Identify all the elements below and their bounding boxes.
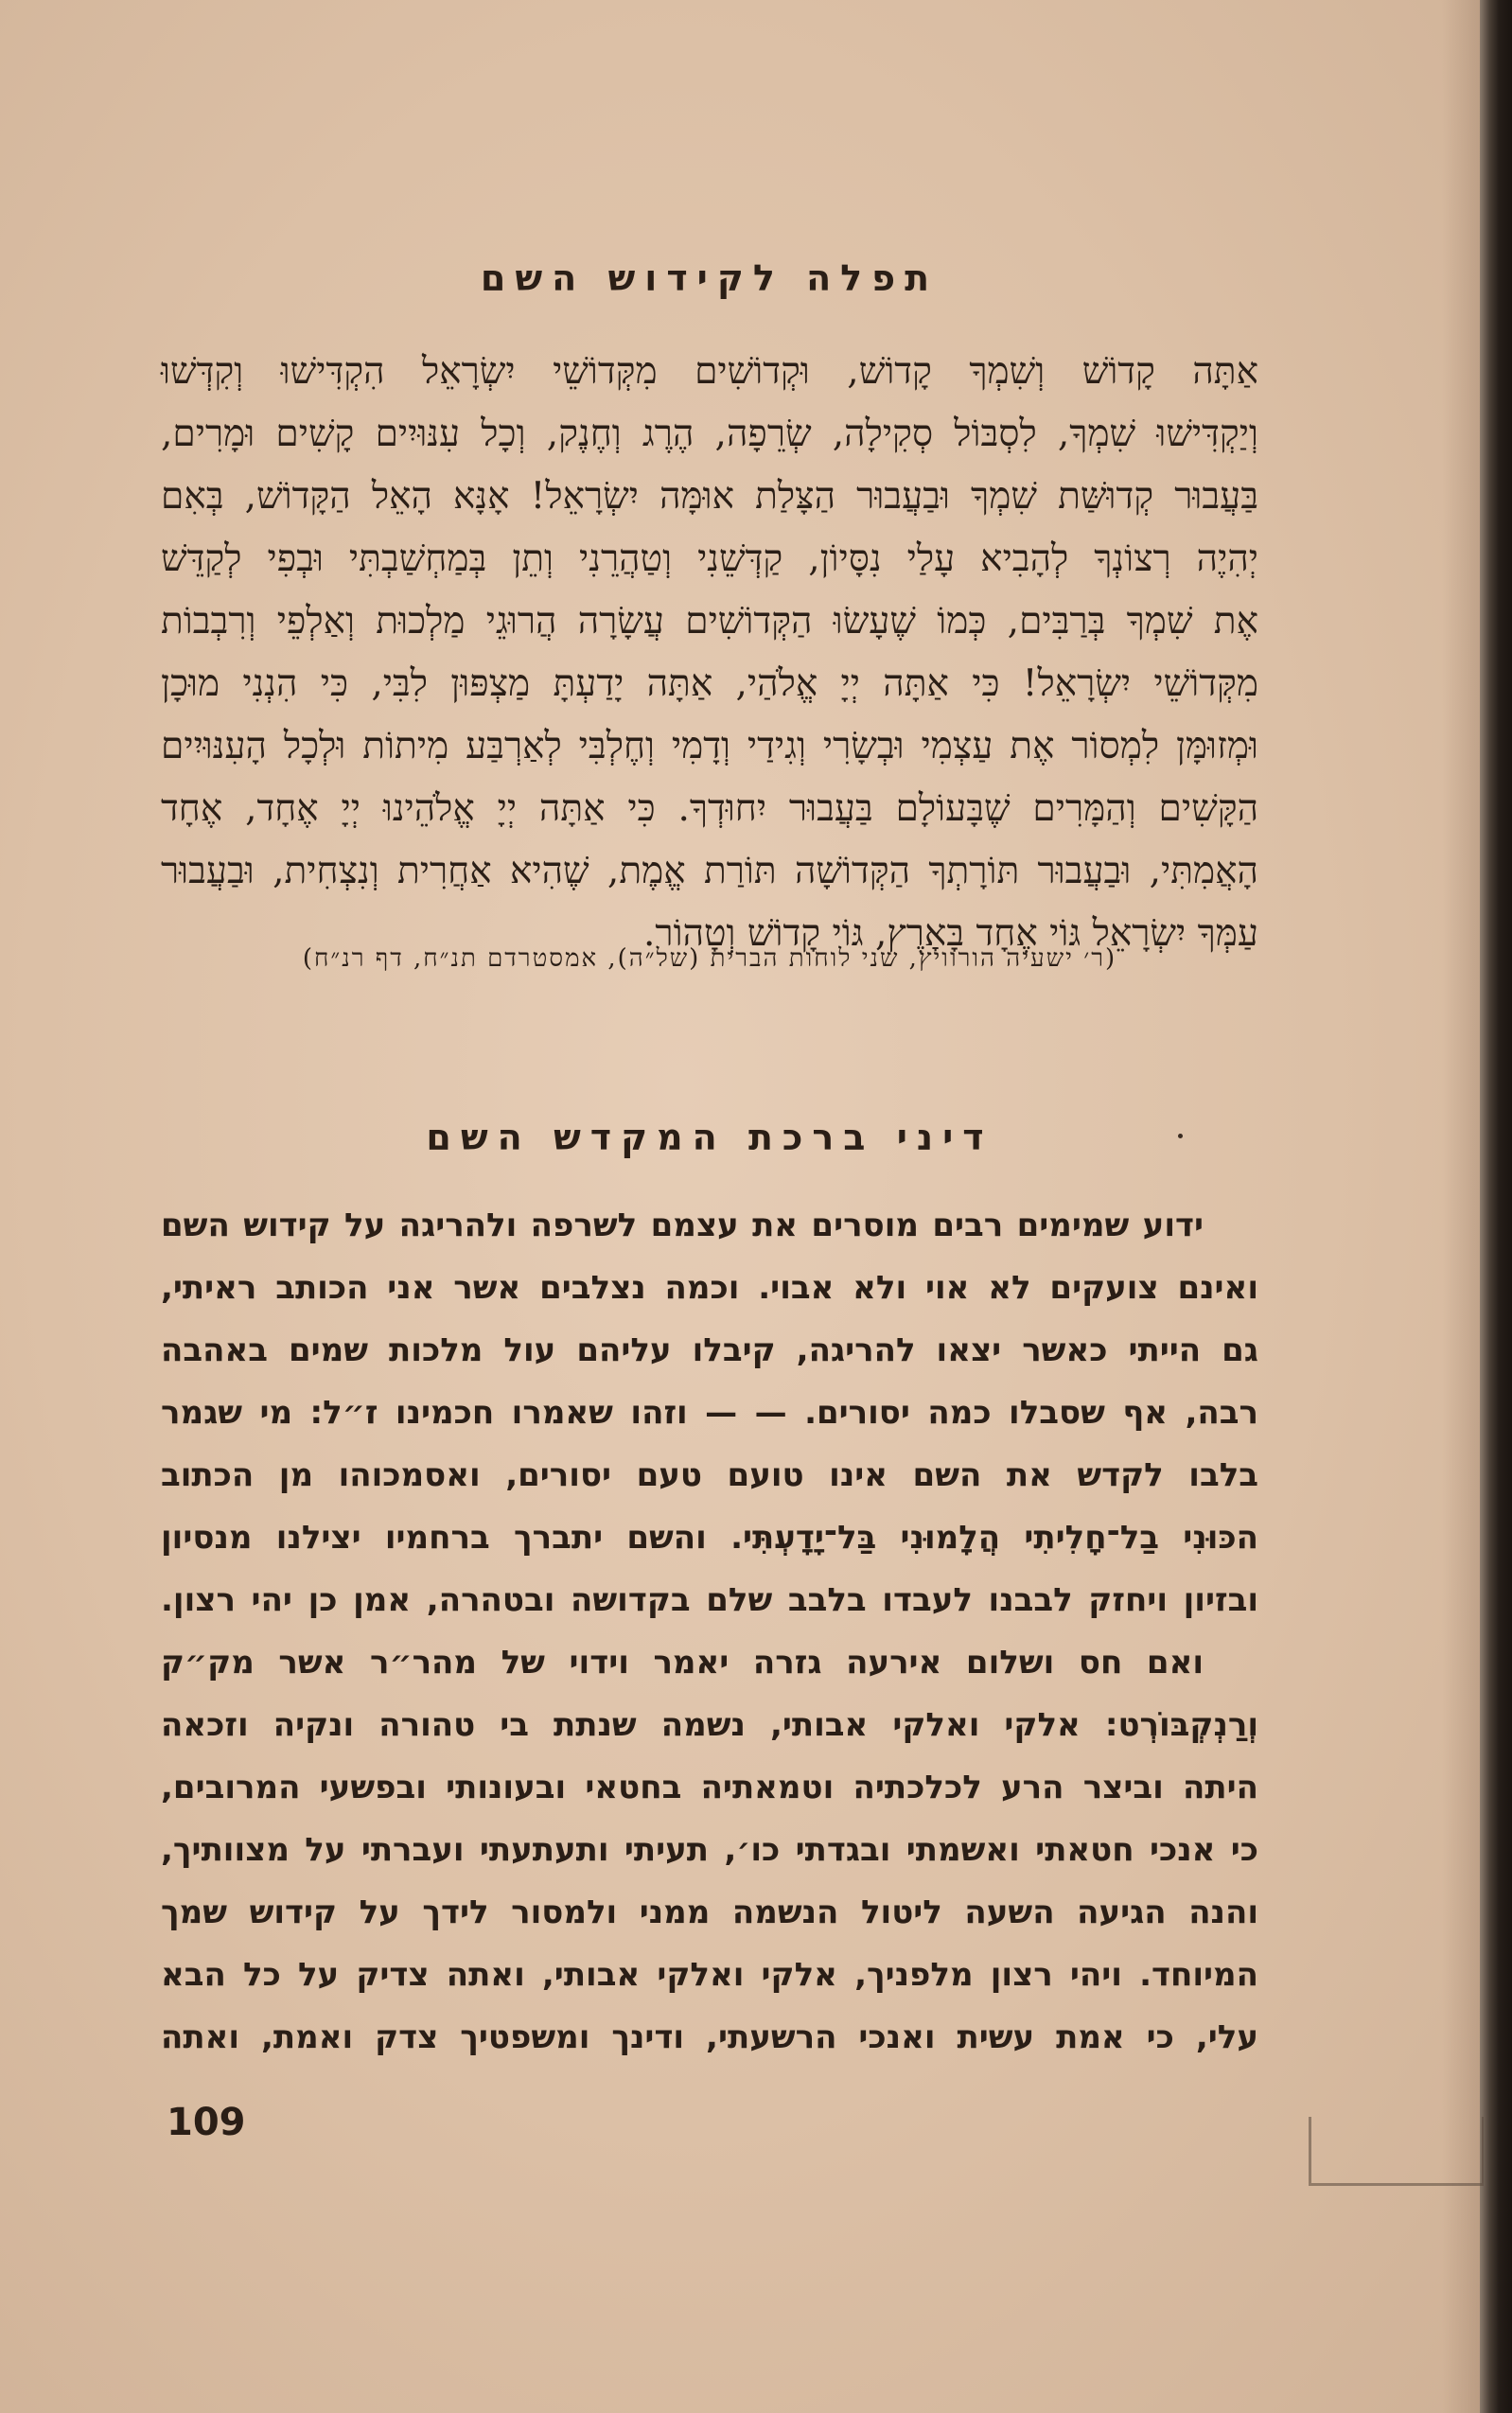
prayer-citation: (ר׳ ישעיה הורוויץ, שני לוחות הברית (של״ה), אמסטרדם תנ״ח, דף רנ״ח) — [302, 944, 1117, 973]
prayer-line: אַתָּה קָדוֹשׁ וְשִׁמְךָ קָדוֹשׁ, וּקְדוֹשִׁים מִקְּדוֹשֵׁי יִשְׂרָאֵל הִקְדִּישׁוּ וְקִדְּשׁוּ — [161, 350, 1258, 393]
laws-line: ידוע שמימים רבים מוסרים את עצמם לשרפה ולהריגה על קידוש השם — [161, 1206, 1204, 1244]
prayer-line: וּמְזוּמָּן לִמְסוֹר אֶת עַצְמִי וּבְשָׂרִי וְגִידַי וְדָמִי וְחֶלְבִּי לְאַרְבַּע מִיתוֹת וּלְכָל הָעִנּוּיִים — [161, 725, 1258, 767]
laws-text — [161, 1194, 1258, 2069]
laws-line: בלבו לקדש את השם אינו טועם טעם יסורים, ואסמכוהו מן הכתוב — [161, 1456, 1258, 1494]
laws-line: עלי, כי אמת עשית ואנכי הרשעתי, ודינך ומשפטיך צדק ואמת, ואתה — [161, 2018, 1258, 2056]
laws-line: רבה, אף שסבלו כמה יסורים. — — וזהו שאמרו חכמינו ז״ל: מי שגמר — [161, 1394, 1258, 1432]
laws-line: ואינם צועקים לא אוי ולא אבוי. וכמה נצלבים אשר אני הכותב ראיתי, — [161, 1269, 1258, 1307]
laws-line: וְרַנְקְבּוֹרְט: אלקי ואלקי אבותי, נשמה שנתת בי טהורה ונקיה וזכאה — [161, 1706, 1258, 1744]
laws-line: הכּוּנִי בַל־חָלִיתִי הֲלָמוּנִי בַּל־יָדָעְתִּי. והשם יתברך ברחמיו יצילנו מנסיון — [161, 1519, 1258, 1557]
laws-line: ובזיון ויחזק לבבנו לעבדו בלבב שלם בקדושה ובטהרה, אמן כן יהי רצון. — [161, 1581, 1258, 1619]
page-number: 109 — [167, 2101, 246, 2144]
book-binding — [1480, 0, 1512, 2413]
prayer-line: בַּעֲבוּר קְדוּשַּׁת שִׁמְךָ וּבַעֲבוּר הַצָּלַת אוּמָּה יִשְׂרָאֵל! אָנָּא הָאֵל הַקָּדוֹשׁ, בְּאִם — [161, 475, 1258, 518]
laws-line: ואם חס ושלום אירעה גזרה יאמר וידוי של מהר״ר אשר מק״ק — [161, 1644, 1204, 1682]
laws-line: המיוחד. ויהי רצון מלפניך, אלקי ואלקי אבותי, ואתה צדיק על כל הבא — [161, 1956, 1258, 1994]
page-damage-mark — [1309, 2117, 1484, 2186]
prayer-line: יְהִיֶה רְצוֹנְךָ לְהָבִיא עָלַי נִסָּיוֹן, קַדְּשֵׁנִי וְטַהֲרֵנִי וְתֵן בְּמַחְשַׁבְתִּי וּבְפִי לְקַדֵּשׁ — [161, 537, 1258, 580]
prayer-line: מִקְּדוֹשֵׁי יִשְׂרָאֵל! כִּי אַתָּה יְיָ אֱלֹהַי, אַתָּה יָדַעְתָּ מַצְפּוּן לִבִּי, כִּי הִנְנִי מוּכָן — [161, 662, 1258, 705]
prayer-title: תפלה לקידוש השם — [480, 257, 940, 299]
laws-line: כי אנכי חטאתי ואשמתי ובגדתי כו׳, תעיתי ותעתעתי ועברתי על מצוותיך, — [161, 1831, 1258, 1869]
laws-line: גם הייתי כאשר יצאו להריגה, קיבלו עליהם עול מלכות שמים באהבה — [161, 1331, 1258, 1369]
laws-line: היתה וביצר הרע לכלכתיה וטמאתיה בחטאי ובעונותי ובפשעי המרובים, — [161, 1769, 1258, 1806]
prayer-text — [161, 341, 1258, 965]
prayer-line: וְיַקְדִּישׁוּ שִׁמְךָ, לִסְבּוֹל סְקִילָה, שְׂרֵפָה, הֶרֶג וְחֶנֶק, וְכָל עִנּוּיִים קָשִׁים וּמָרִים, — [161, 413, 1258, 455]
prayer-line: אֶת שִׁמְךָ בְּרַבִּים, כְּמוֹ שֶׁעָשׂוּ הַקְּדוֹשִׁים עֲשָׂרָה הֲרוּגֵי מַלְכוּת וְאַלְפֵי וְרִבְבוֹת — [161, 600, 1258, 643]
prayer-line: הַקָּשִׁים וְהַמָּרִים שֶׁבָּעוֹלָם בַּעֲבוּר יִחוּדְךָ. כִּי אַתָּה יְיָ אֱלֹהֵינוּ יְיָ אֶחָד, אֶחָד — [161, 787, 1258, 830]
page-edge-shadow — [1442, 0, 1480, 2413]
prayer-line: עַמְּךָ יִשְׂרָאֵל גּוֹי אֶחָד בָּאָרֶץ, גּוֹי קָדוֹשׁ וְטָהוֹר. — [643, 912, 1258, 955]
laws-title: דיני ברכת המקדש השם — [426, 1117, 993, 1158]
prayer-line: הָאֲמִתִּי, וּבַעֲבוּר תּוֹרָתְךָ הַקְּדוֹשָׁה תּוֹרַת אֱמֶת, שֶׁהִיא אַחֲרִית וְנִצְחִית, וּבַעֲבוּר — [161, 850, 1258, 892]
laws-line: והנה הגיעה השעה ליטול הנשמה ממני ולמסור לידך על קידוש שמך — [161, 1893, 1258, 1931]
